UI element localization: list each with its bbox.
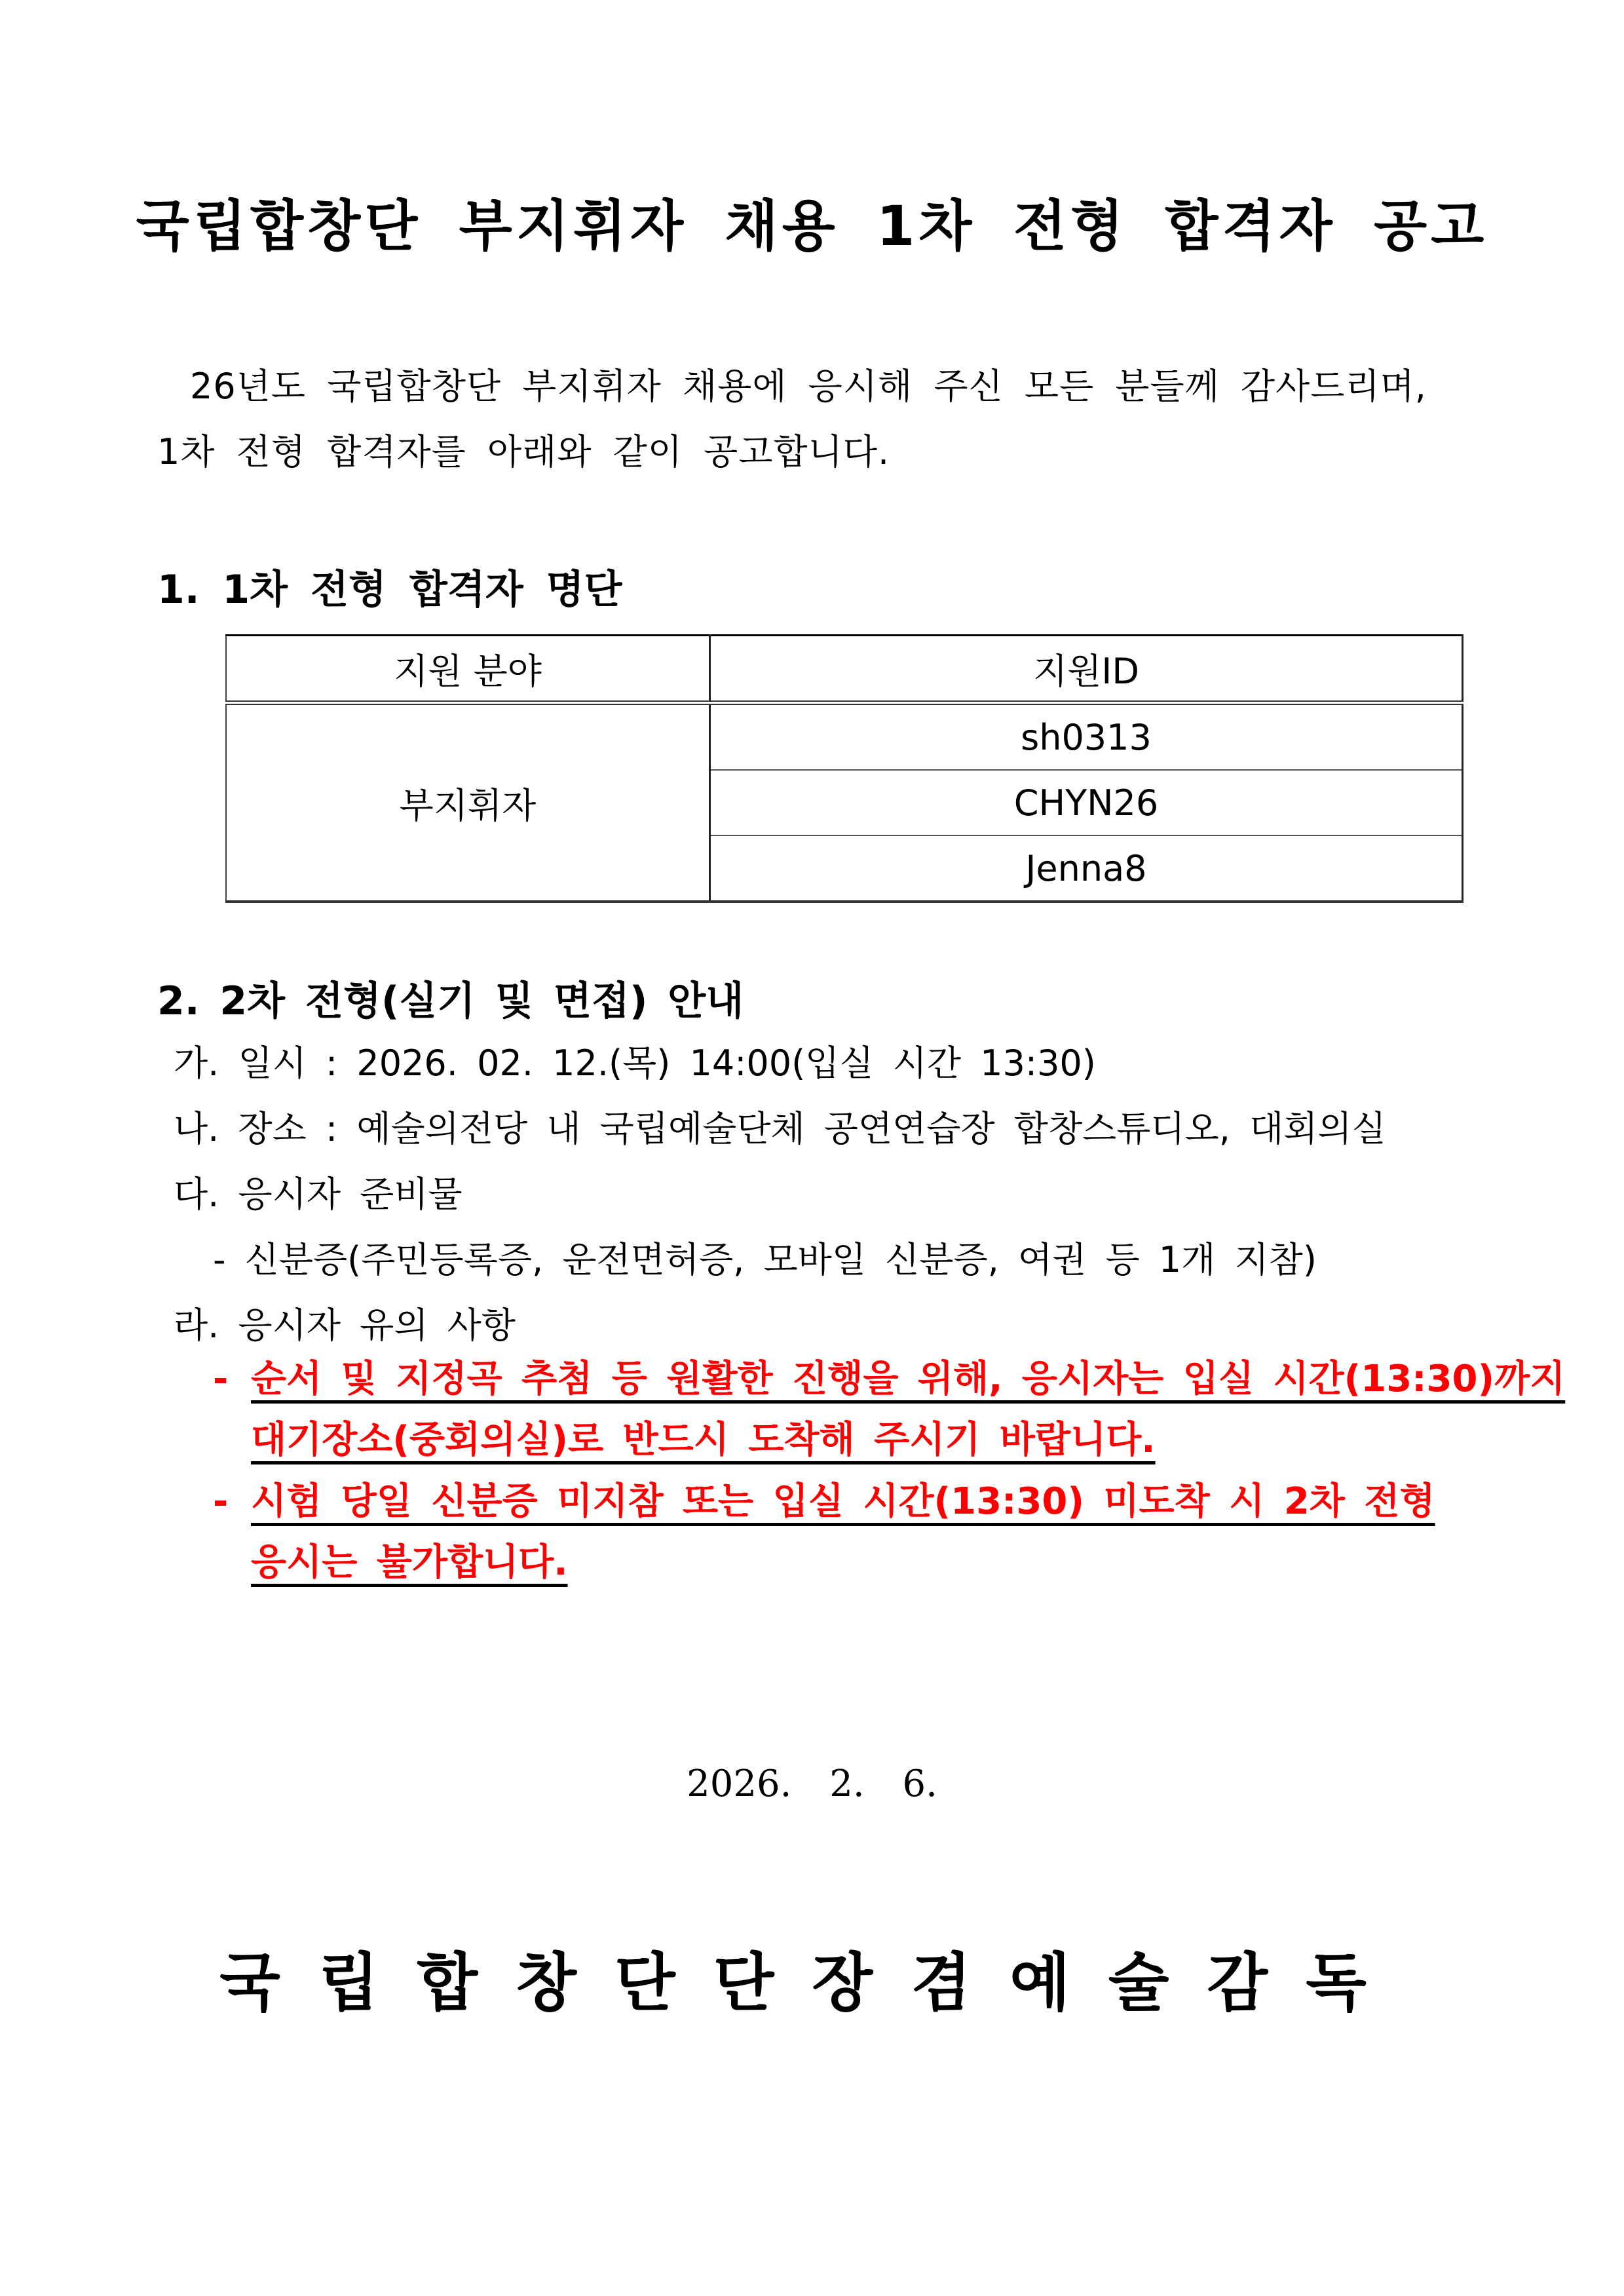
table-header-row (226, 636, 1463, 703)
schedule-item: 가. 일시 : 2026. 02. 12.(목) 14:00(입실 시간 13:30) (174, 1043, 1096, 1084)
intro-line-2: 1차 전형 합격자를 아래와 같이 공고합니다. (157, 431, 890, 472)
warning-dash: - (213, 1480, 229, 1523)
passers-table (225, 634, 1463, 903)
signature: 국립합창단단장겸예술감독 (219, 1946, 1405, 2019)
intro-line-1: 26년도 국립합창단 부지휘자 채용에 응시해 주신 모든 분들께 감사드리며, (190, 366, 1427, 407)
warning-1-line-2 (251, 1411, 1156, 1463)
warning-text: 응시는 불가합니다. (251, 1541, 568, 1584)
warning-text: 대기장소(중회의실)로 반드시 도착해 주시기 바랍니다. (251, 1419, 1156, 1461)
warning-text: 시험 당일 신분증 미지참 또는 입실 시간(13:30) 미도착 시 2차 전형 (251, 1480, 1435, 1523)
document-title: 국립합창단 부지휘자 채용 1차 전형 합격자 공고 (136, 194, 1488, 258)
section1-heading: 1. 1차 전형 합격자 명단 (157, 567, 622, 613)
materials-subitem: - 신분증(주민등록증, 운전면허증, 모바일 신분증, 여권 등 1개 지참) (213, 1239, 1317, 1280)
cell-id: sh0313 (710, 703, 1463, 771)
warning-2-line-1 (213, 1472, 1435, 1525)
header-field: 지원 분야 (226, 636, 710, 703)
cell-id: CHYN26 (710, 770, 1463, 835)
table-row (226, 703, 1463, 771)
materials-item: 다. 응시자 준비물 (174, 1174, 463, 1215)
warning-2-line-2 (251, 1533, 568, 1586)
section2-heading: 2. 2차 전형(실기 및 면접) 안내 (157, 978, 744, 1024)
notes-item: 라. 응시자 유의 사항 (174, 1305, 516, 1346)
cell-field: 부지휘자 (226, 703, 710, 902)
cell-id: Jenna8 (710, 835, 1463, 902)
warning-dash: - (213, 1358, 229, 1400)
warning-text: 순서 및 지정곡 추첨 등 원활한 진행을 위해, 응시자는 입실 시간(13:30)까지 (251, 1358, 1566, 1400)
warning-1-line-1 (213, 1350, 1565, 1402)
header-id: 지원ID (710, 636, 1463, 703)
intro-paragraph (157, 354, 1427, 485)
announcement-date: 2026. 2. 6. (687, 1763, 937, 1805)
location-item: 나. 장소 : 예술의전당 내 국립예술단체 공연연습장 합창스튜디오, 대회의실 (174, 1108, 1386, 1149)
